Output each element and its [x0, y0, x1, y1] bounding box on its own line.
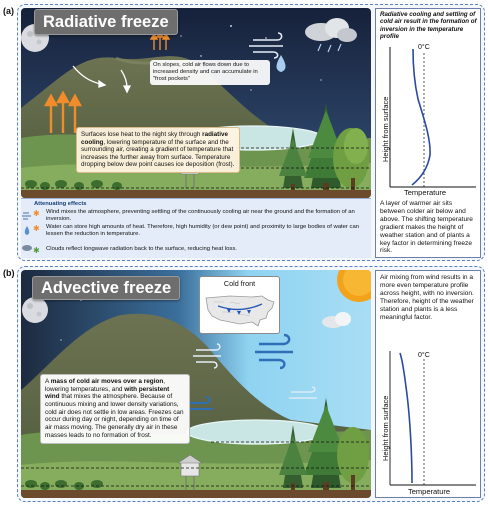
- cold-front-map: [199, 276, 280, 334]
- advective-callout-mid: , lowering temperatures, and: [45, 378, 166, 393]
- even-profile-curve: [400, 353, 412, 483]
- panel-a-zero-label: 0°C: [418, 44, 430, 51]
- panel-a-profile-chart: [376, 39, 482, 199]
- panel-b-profile-box: [375, 270, 481, 498]
- panel-a-xlabel: Temperature: [404, 188, 447, 197]
- advective-callout-bold1: mass of cold air moves over a region: [50, 378, 164, 385]
- atten-item-clouds: Clouds reflect longwave radiation back to the surface, reducing heat loss.: [46, 246, 237, 252]
- atten-item-water: Water can store high amounts of heat. Therefore, high humidity (or dew point) and proximity to large bodies of water can lessen the reduction in temperature.: [46, 224, 360, 238]
- advective-callout-rest: that mixes the atmosphere. Because of continuous mixing and lower density variations, cold air does not settle in low areas. Freezes can occur during day or night, depending on time of air mass moving. The generally dry air in these masses leads to no formation of frost.: [45, 393, 184, 439]
- atten-item-wind: Wind mixes the atmosphere, preventing settling of the continuously cooling air near the ground and the formation of an inversion.: [46, 209, 355, 223]
- slopes-callout: On slopes, cold air flows down due to increased density and can accumulate in "frost pockets": [150, 60, 270, 85]
- advective-callout-bold2: with persistent wind: [45, 385, 170, 401]
- panel-a-profile-box: [375, 8, 481, 258]
- us-map-icon: [200, 288, 281, 334]
- panel-b-title: Advective freeze: [32, 276, 180, 300]
- attenuating-effects-box: [21, 198, 371, 258]
- radiative-callout-lead: Surfaces lose heat to the night sky through: [81, 131, 203, 138]
- panel-a-ylabel: Height from surface: [381, 96, 390, 162]
- panel-b-ylabel: Height from surface: [381, 395, 390, 461]
- panel-b-profile-note: Air mixing from wind results in a more even temperature profile across height, with no inversion. Therefore, height of the weather station and plants is a less meaningful factor.: [380, 274, 474, 321]
- advective-callout: [40, 374, 190, 444]
- wind-icon: ✱: [33, 209, 40, 218]
- panel-a-title: Radiative freeze: [34, 9, 178, 35]
- panel-a-profile-note: A layer of warmer air sits between colder air below and above. The shifting temperature gradient makes the height of weather station and of plants a key factor in determining freeze risk.: [380, 200, 473, 255]
- panel-a-tag: (a): [3, 6, 14, 16]
- cold-front-title: Cold front: [223, 279, 256, 288]
- radiative-callout-rest: , lowering temperature of the surface and the surrounding air, creating a gradient of temperature that increases the further away from surface. Temperature dropping below dew point causes ice deposition (frost).: [81, 138, 235, 169]
- panel-b-profile-chart: [376, 345, 482, 495]
- radiative-cooling-callout: [76, 127, 240, 173]
- attenuating-effects-title: Attenuating effects: [34, 201, 87, 207]
- inversion-curve: [412, 49, 430, 185]
- cloud-icon: ✱: [33, 246, 40, 255]
- radiative-callout-bold: radiative cooling: [81, 131, 229, 146]
- advective-callout-lead: A: [45, 378, 51, 385]
- water-drop-icon: ✱: [33, 224, 40, 233]
- panel-b-tag: (b): [3, 268, 15, 278]
- moon-icon: [22, 297, 48, 323]
- attenuating-side-icons: [21, 209, 33, 255]
- panel-b-zero-label: 0°C: [418, 352, 430, 359]
- surface-heat-arrows: [46, 93, 80, 133]
- panel-b-xlabel: Temperature: [408, 487, 451, 496]
- panel-a-profile-heading: Radiative cooling and settling of cold air result in the formation of inversion in the temperature profile: [380, 11, 477, 40]
